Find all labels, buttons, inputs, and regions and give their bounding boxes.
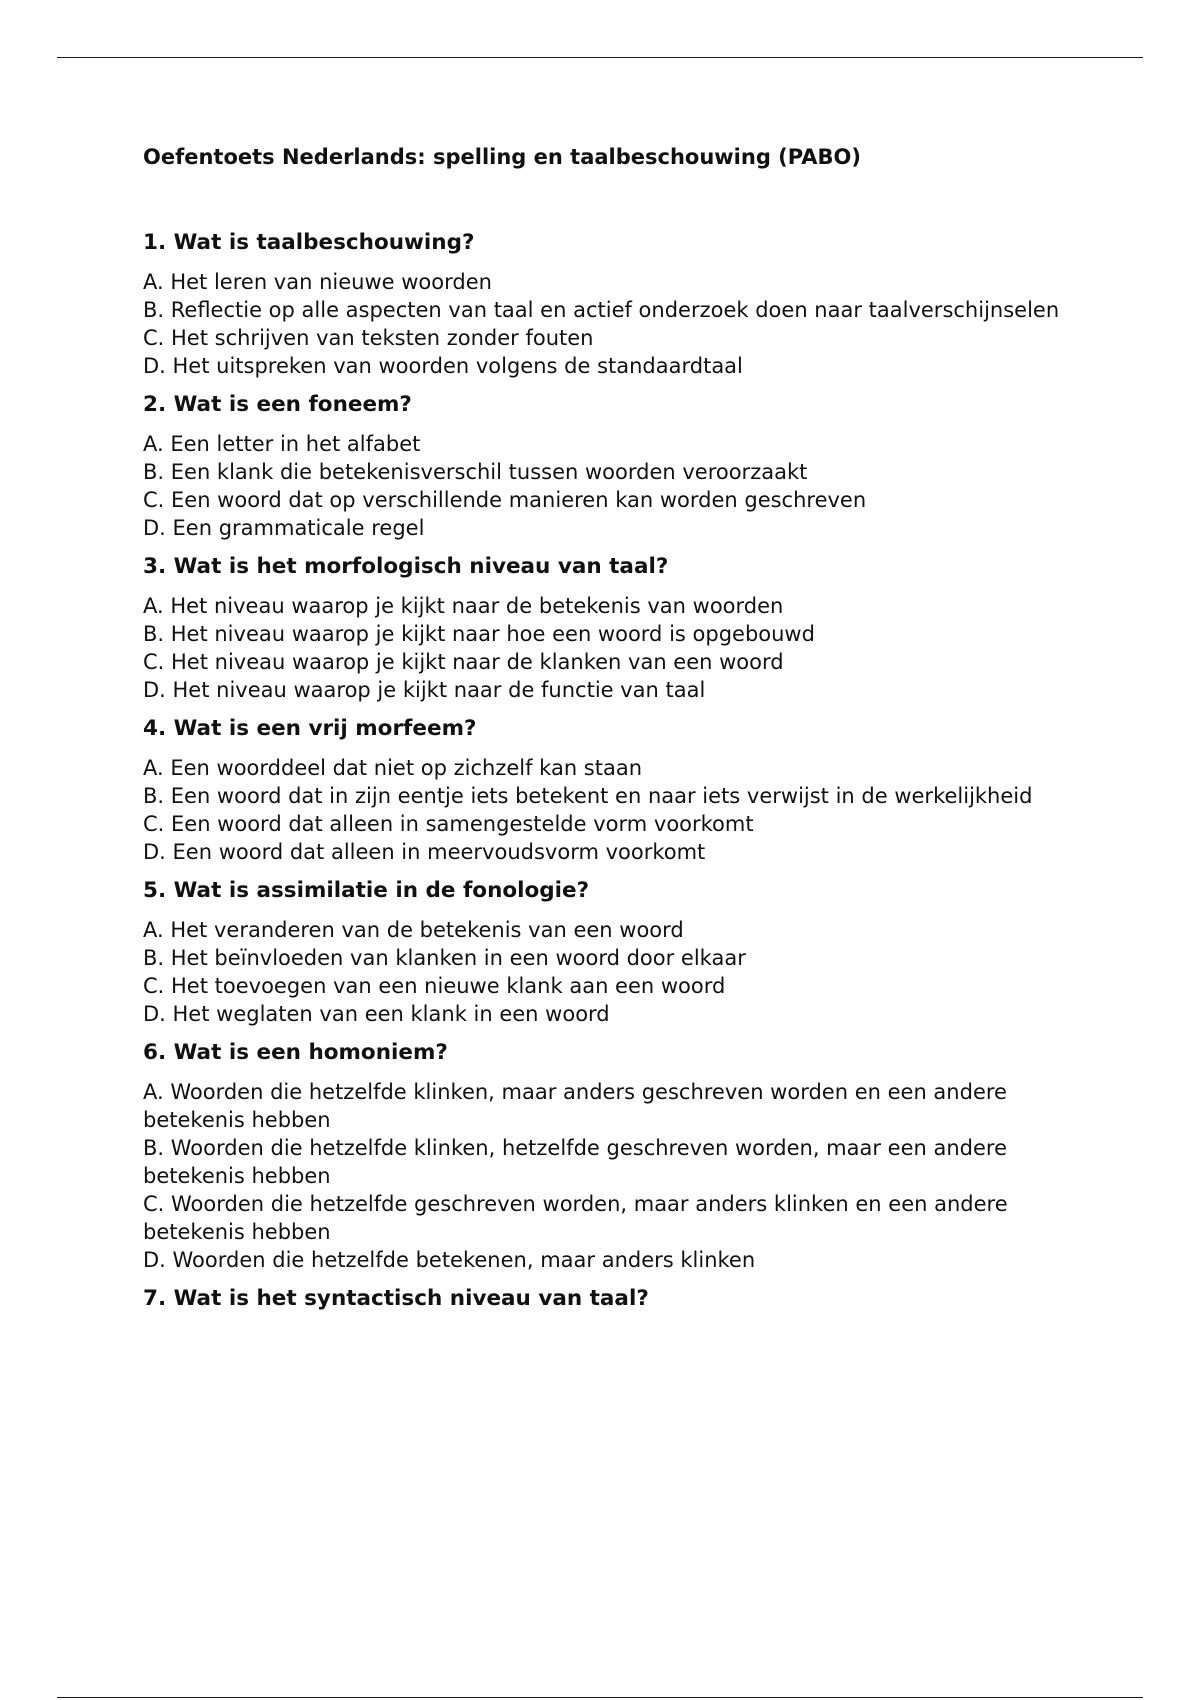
document-title: Oefentoets Nederlands: spelling en taalbeschouwing (PABO) — [143, 145, 861, 169]
option-a: A. Woorden die hetzelfde klinken, maar anders geschreven worden en een andere betekenis hebben — [143, 1080, 1007, 1132]
option-list — [143, 268, 1103, 380]
document-body — [143, 140, 1103, 1324]
option-d: D. Woorden die hetzelfde betekenen, maar anders klinken — [143, 1248, 756, 1272]
option-c: C. Een woord dat alleen in samengestelde vorm voorkomt — [143, 812, 754, 836]
question-title: 1. Wat is taalbeschouwing? — [143, 230, 475, 255]
question-3 — [143, 550, 1103, 704]
option-d: D. Een woord dat alleen in meervoudsvorm voorkomt — [143, 840, 706, 864]
question-title: 5. Wat is assimilatie in de fonologie? — [143, 878, 590, 903]
option-d: D. Een grammaticale regel — [143, 516, 425, 540]
option-c: C. Woorden die hetzelfde geschreven worden, maar anders klinken en een andere betekenis hebben — [143, 1192, 1008, 1244]
question-title: 4. Wat is een vrij morfeem? — [143, 716, 477, 741]
bottom-rule — [57, 1697, 1143, 1698]
option-list — [143, 430, 1103, 542]
option-list — [143, 1078, 1103, 1274]
option-c: C. Het toevoegen van een nieuwe klank aan een woord — [143, 974, 726, 998]
option-b: B. Een klank die betekenisverschil tussen woorden veroorzaakt — [143, 460, 808, 484]
question-7 — [143, 1282, 1103, 1316]
option-d: D. Het uitspreken van woorden volgens de standaardtaal — [143, 354, 743, 378]
option-a: A. Een letter in het alfabet — [143, 432, 421, 456]
option-a: A. Een woorddeel dat niet op zichzelf kan staan — [143, 756, 643, 780]
option-c: C. Het schrijven van teksten zonder fouten — [143, 326, 594, 350]
option-b: B. Een woord dat in zijn eentje iets betekent en naar iets verwijst in de werkelijkheid — [143, 784, 1033, 808]
option-b: B. Reflectie op alle aspecten van taal en actief onderzoek doen naar taalverschijnselen — [143, 298, 1060, 322]
question-title: 6. Wat is een homoniem? — [143, 1040, 448, 1065]
option-list — [143, 592, 1103, 704]
option-list — [143, 754, 1103, 866]
question-title: 7. Wat is het syntactisch niveau van taal? — [143, 1286, 649, 1311]
question-title: 2. Wat is een foneem? — [143, 392, 412, 417]
question-5 — [143, 874, 1103, 1028]
option-b: B. Woorden die hetzelfde klinken, hetzelfde geschreven worden, maar een andere betekenis hebben — [143, 1136, 1008, 1188]
question-1 — [143, 226, 1103, 380]
option-c: C. Het niveau waarop je kijkt naar de klanken van een woord — [143, 650, 784, 674]
question-6 — [143, 1036, 1103, 1274]
top-rule — [57, 57, 1143, 58]
option-a: A. Het niveau waarop je kijkt naar de betekenis van woorden — [143, 594, 784, 618]
question-2 — [143, 388, 1103, 542]
option-d: D. Het weglaten van een klank in een woord — [143, 1002, 610, 1026]
option-d: D. Het niveau waarop je kijkt naar de functie van taal — [143, 678, 706, 702]
option-b: B. Het beïnvloeden van klanken in een woord door elkaar — [143, 946, 746, 970]
option-a: A. Het leren van nieuwe woorden — [143, 270, 492, 294]
option-list — [143, 916, 1103, 1028]
option-b: B. Het niveau waarop je kijkt naar hoe een woord is opgebouwd — [143, 622, 815, 646]
option-c: C. Een woord dat op verschillende manieren kan worden geschreven — [143, 488, 867, 512]
question-title: 3. Wat is het morfologisch niveau van taal? — [143, 554, 669, 579]
option-a: A. Het veranderen van de betekenis van een woord — [143, 918, 684, 942]
question-4 — [143, 712, 1103, 866]
